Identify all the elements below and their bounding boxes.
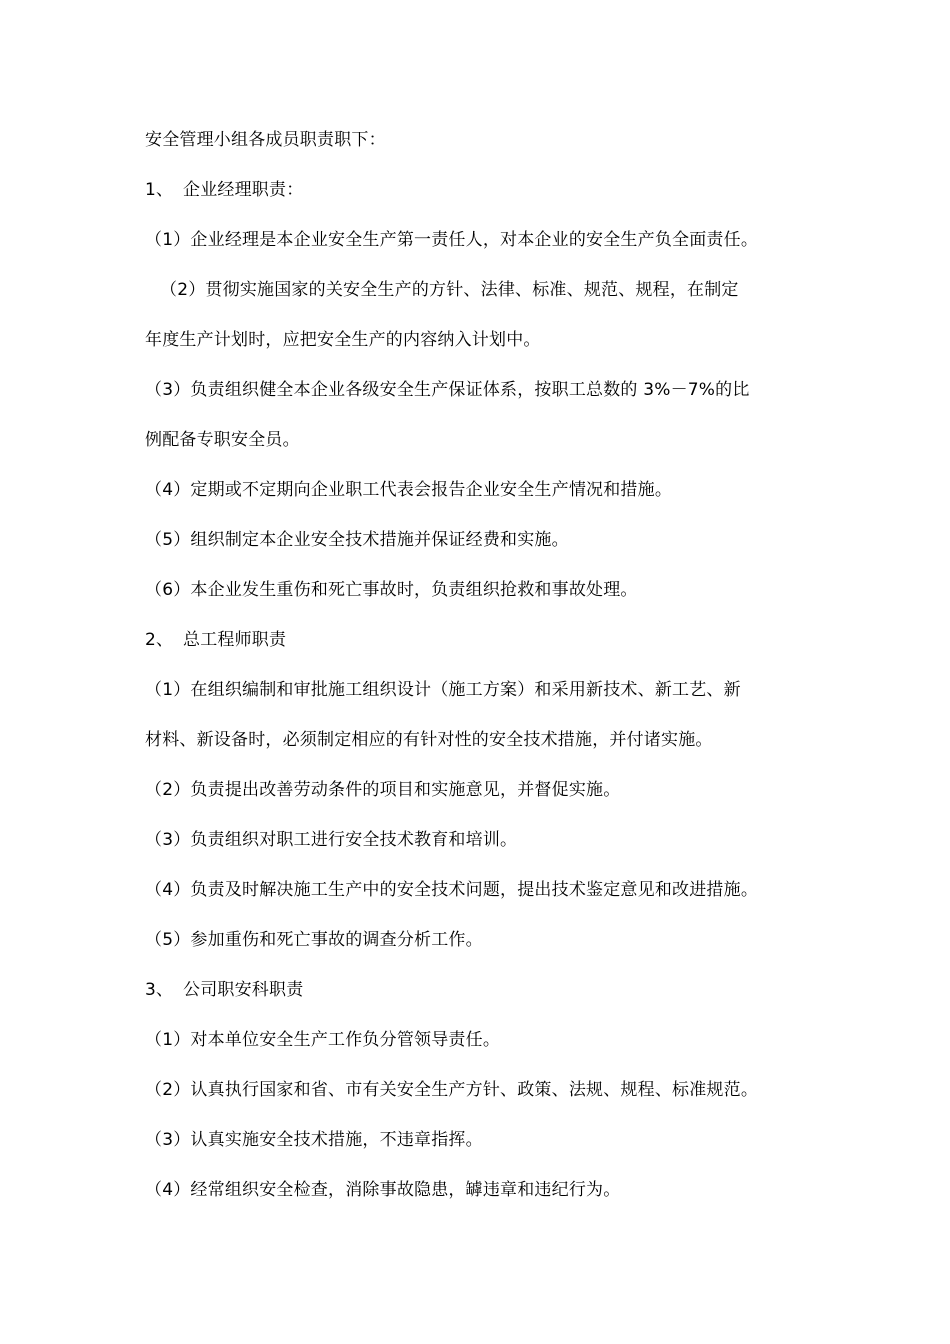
paragraph-line: （5）组织制定本企业安全技术措施并保证经费和实施。 [145,530,569,550]
paragraph-line: （4）经常组织安全检查，消除事故隐患，罅违章和违纪行为。 [145,1180,621,1200]
section-number: 3、 [145,980,174,1000]
paragraph-line: 年度生产计划时，应把安全生产的内容纳入计划中。 [145,330,541,350]
section-heading-1 [145,178,825,202]
paragraph-line: 例配备专职安全员。 [145,430,300,450]
section-heading-2 [145,628,825,652]
section-number: 2、 [145,630,174,650]
paragraph-line: （1）在组织编制和审批施工组织设计（施工方案）和采用新技术、新工艺、新 [145,680,741,700]
paragraph-line: （4）定期或不定期向企业职工代表会报告企业安全生产情况和措施。 [145,480,673,500]
section-heading-text: 企业经理职责： [183,180,304,200]
paragraph-line: （6）本企业发生重伤和死亡事故时，负责组织抢救和事故处理。 [145,580,638,600]
paragraph-line: （4）负责及时解决施工生产中的安全技术问题，提出技术鉴定意见和改进措施。 [145,880,759,900]
section-heading-text: 总工程师职责 [183,630,287,650]
paragraph-line: （3）认真实施安全技术措施，不违章指挥。 [145,1130,483,1150]
paragraph-line: 材料、新设备时，必须制定相应的有针对性的安全技术措施，并付诸实施。 [145,730,713,750]
paragraph-line: （1）对本单位安全生产工作负分管领导责任。 [145,1030,501,1050]
paragraph-line: （2）认真执行国家和省、市有关安全生产方针、政策、法规、规程、标准规范。 [145,1080,759,1100]
paragraph-line: （1）企业经理是本企业安全生产第一责任人，对本企业的安全生产负全面责任。 [145,230,759,250]
paragraph-line: （2）负责提出改善劳动条件的项目和实施意见，并督促实施。 [145,780,621,800]
document-title: 安全管理小组各成员职责职下： [145,130,386,150]
paragraph-line: （3）负责组织健全本企业各级安全生产保证体系，按职工总数的 3%－7%的比 [145,380,750,400]
section-number: 1、 [145,180,174,200]
paragraph-line: （2）贯彻实施国家的关安全生产的方针、法律、标准、规范、规程，在制定 [160,280,739,300]
section-heading-3 [145,978,825,1002]
paragraph-line: （5）参加重伤和死亡事故的调查分析工作。 [145,930,483,950]
paragraph-line: （3）负责组织对职工进行安全技术教育和培训。 [145,830,518,850]
section-heading-text: 公司职安科职责 [183,980,304,1000]
